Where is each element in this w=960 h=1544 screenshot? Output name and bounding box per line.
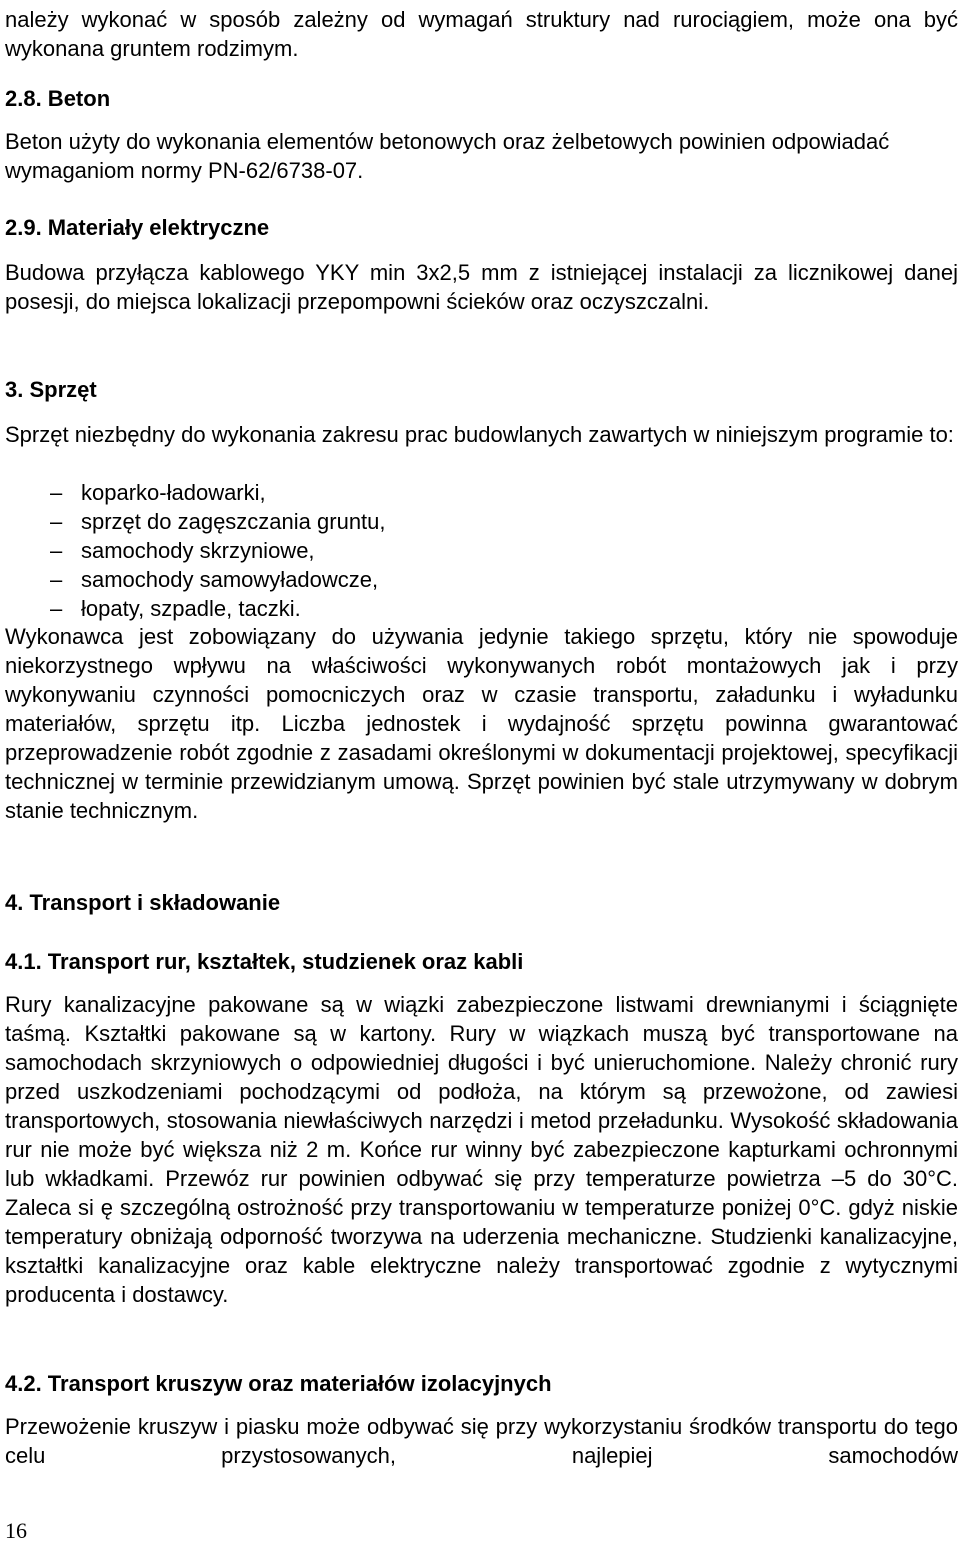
list-item-label: samochody skrzyniowe, — [81, 538, 315, 563]
dash-bullet: – — [50, 567, 63, 592]
section-3-intro: Sprzęt niezbędny do wykonania zakresu prac budowlanych zawartych w niniejszym programie to: — [5, 422, 954, 447]
dash-bullet: – — [50, 480, 63, 505]
section-4-1-heading: 4.1. Transport rur, kształtek, studzienek oraz kabli — [5, 949, 524, 974]
list-item — [50, 594, 950, 623]
section-4-heading: 4. Transport i składowanie — [5, 890, 281, 915]
dash-bullet: – — [50, 538, 63, 563]
list-item — [50, 565, 950, 594]
section-4-2-text: Przewożenie kruszyw i piasku może odbywać się przy wykorzystaniu środków transportu do tego celu przystosowanych, najlepiej samochodów — [5, 1414, 958, 1468]
list-item — [50, 507, 950, 536]
section-2-9-heading: 2.9. Materiały elektryczne — [5, 215, 270, 240]
section-2-8-text: Beton użyty do wykonania elementów betonowych oraz żelbetowych powinien odpowiadać wymaganiom normy PN-62/6738-07. — [5, 129, 890, 183]
list-item — [50, 536, 950, 565]
section-2-8-heading: 2.8. Beton — [5, 86, 111, 111]
dash-bullet: – — [50, 596, 63, 621]
section-2-9-text: Budowa przyłącza kablowego YKY min 3x2,5 mm z istniejącej instalacji za licznikowej danej posesji, do miejsca lokalizacji przepompowni ścieków oraz oczyszczalni. — [5, 260, 958, 314]
equipment-list — [5, 478, 950, 623]
list-item-label: sprzęt do zagęszczania gruntu, — [81, 509, 386, 534]
list-item-label: samochody samowyładowcze, — [81, 567, 379, 592]
section-3-heading: 3. Sprzęt — [5, 377, 97, 402]
list-item — [50, 478, 950, 507]
section-4-1-text: Rury kanalizacyjne pakowane są w wiązki zabezpieczone listwami drewnianymi i ściągnięte taśmą. Kształtki pakowane są w kartony. Rury w wiązkach muszą być transportowane na samochodach skrzyniowych o odpowiedniej długości i być unieruchomione. Należy chronić rury przed uszkodzeniami pochodzącymi od podłoża, na którym są przewożone, od zawiesi transportowych, stosowania niewłaściwych narzędzi i metod przeładunku. Wysokość składowania rur nie może być większa niż 2 m. Końce rur winny być zabezpieczone kapturkami ochronnymi lub wkładkami. Przewóz rur powinien odbywać się przy temperaturze powietrza –5 do 30°C. Zaleca si ę szczególną ostrożność przy transportowaniu w temperaturze poniżej 0°C. gdyż niskie temperatury obniżają odporność tworzywa na uderzenia mechaniczne. Studzienki kanalizacyjne, kształtki kanalizacyjne oraz kable elektryczne należy transportować zgodnie z wytycznymi producenta i dostawcy. — [5, 992, 958, 1307]
list-item-label: koparko-ładowarki, — [81, 480, 266, 505]
list-item-label: łopaty, szpadle, taczki. — [81, 596, 301, 621]
section-4-2-heading: 4.2. Transport kruszyw oraz materiałów izolacyjnych — [5, 1371, 552, 1396]
page-number: 16 — [5, 1518, 27, 1543]
section-3-text: Wykonawca jest zobowiązany do używania jedynie takiego sprzętu, który nie spowoduje niekorzystnego wpływu na właściwości wykonywanych robót montażowych jak i przy wykonywaniu czynności pomocniczych oraz w czasie transportu, załadunku i wyładunku materiałów, sprzętu itp. Liczba jednostek i wydajność sprzętu powinna gwarantować przeprowadzenie robót zgodnie z zasadami określonymi w dokumentacji projektowej, specyfikacji technicznej w terminie przewidzianym umową. Sprzęt powinien być stale utrzymywany w dobrym stanie technicznym. — [5, 624, 958, 823]
continued-paragraph: należy wykonać w sposób zależny od wymagań struktury nad rurociągiem, może ona być wykonana gruntem rodzimym. — [5, 7, 958, 61]
dash-bullet: – — [50, 509, 63, 534]
